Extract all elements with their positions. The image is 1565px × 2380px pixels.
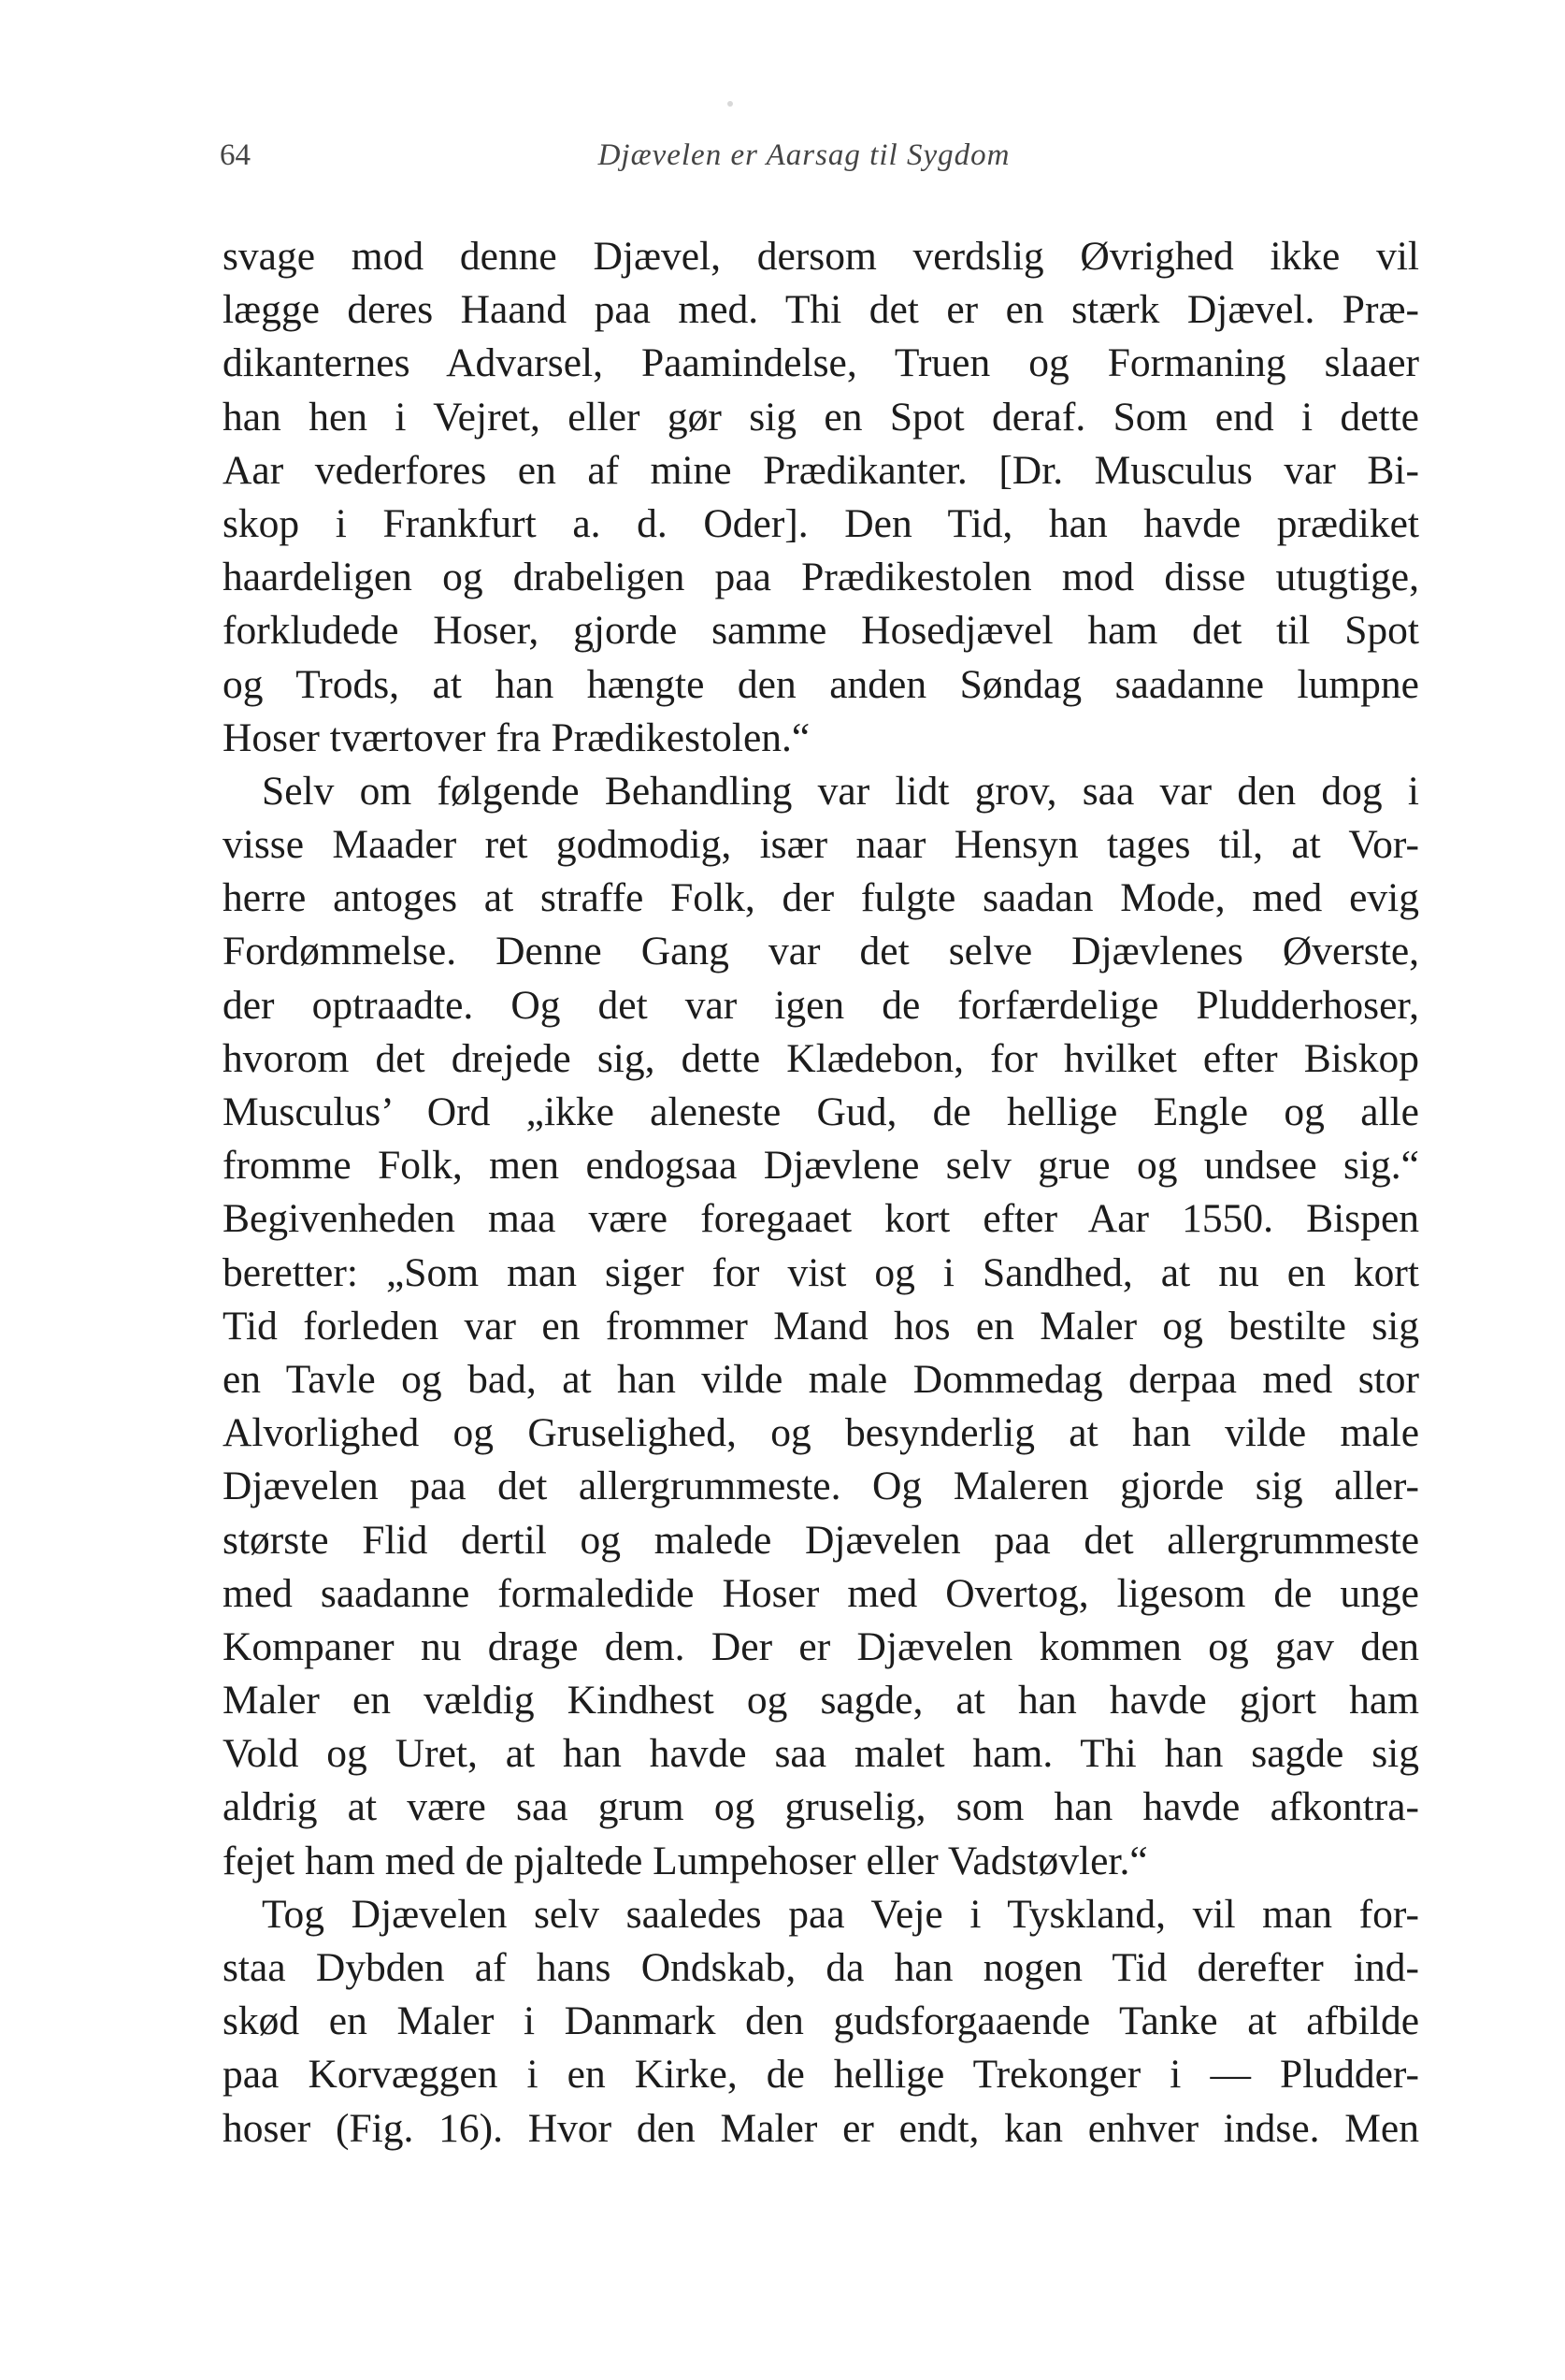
text-line: Tog Djævelen selv saaledes paa Veje i Tyskland, vil man for-: [262, 1891, 1419, 1937]
page-number: 64: [220, 138, 251, 172]
text-line: hoser (Fig. 16). Hvor den Maler er endt, kan enhver indse. Men: [223, 2105, 1419, 2151]
text-line: aldrig at være saa grum og gruselig, som han havde afkontra-: [223, 1784, 1419, 1830]
text-line: Begivenheden maa være foregaaet kort efter Aar 1550. Bispen: [223, 1196, 1419, 1242]
body-text: [223, 230, 1419, 2156]
text-line: dikanternes Advarsel, Paamindelse, Truen og Formaning slaaer: [223, 340, 1419, 386]
text-line: Fordømmelse. Denne Gang var det selve Djævlenes Øverste,: [223, 929, 1419, 974]
text-line: herre antoges at straffe Folk, der fulgte saadan Mode, med evig: [223, 875, 1419, 921]
text-line: Kompaner nu drage dem. Der er Djævelen kommen og gav den: [223, 1623, 1419, 1669]
text-line: Maler en vældig Kindhest og sagde, at han havde gjort ham: [223, 1678, 1419, 1724]
paragraph: [223, 230, 1419, 765]
text-line: Aar vederfores en af mine Prædikanter. [Dr. Musculus var Bi-: [223, 447, 1419, 493]
text-line: svage mod denne Djævel, dersom verdslig Øvrighed ikke vil: [223, 234, 1419, 279]
text-line: største Flid dertil og malede Djævelen paa det allergrummeste: [223, 1517, 1419, 1563]
text-line: beretter: „Som man siger for vist og i Sandhed, at nu en kort: [223, 1249, 1419, 1295]
text-line: der optraadte. Og det var igen de forfærdelige Pludderhoser,: [223, 982, 1419, 1028]
text-line: Vold og Uret, at han havde saa malet ham. Thi han sagde sig: [223, 1731, 1419, 1777]
text-line: forkludede Hoser, gjorde samme Hosedjævel ham det til Spot: [223, 608, 1419, 654]
text-line: Selv om følgende Behandling var lidt grov, saa var den dog i: [262, 768, 1419, 814]
text-line: Alvorlighed og Gruselighed, og besynderlig at han vilde male: [223, 1410, 1419, 1456]
text-line: visse Maader ret godmodig, især naar Hensyn tages til, at Vor-: [223, 822, 1419, 868]
text-line: paa Korvæggen i en Kirke, de hellige Trekonger i — Pludder-: [223, 2052, 1419, 2098]
text-line: haardeligen og drabeligen paa Prædikestolen mod disse utugtige,: [223, 555, 1419, 600]
text-line: Tid forleden var en frommer Mand hos en Maler og bestilte sig: [223, 1303, 1419, 1349]
text-line: skød en Maler i Danmark den gudsforgaaende Tanke at afbilde: [223, 1998, 1419, 2044]
text-line: en Tavle og bad, at han vilde male Dommedag derpaa med stor: [223, 1356, 1419, 1402]
text-line: staa Dybden af hans Ondskab, da han nogen Tid derefter ind-: [223, 1945, 1419, 1990]
paragraph: [223, 765, 1419, 1888]
running-title: Djævelen er Aarsag til Sygdom: [597, 138, 1011, 172]
text-line: lægge deres Haand paa med. Thi det er en stærk Djævel. Præ-: [223, 287, 1419, 333]
text-line: fejet ham med de pjaltede Lumpehoser eller Vadstøvler.“: [223, 1838, 1148, 1883]
text-line: skop i Frankfurt a. d. Oder]. Den Tid, han havde prædiket: [223, 500, 1419, 546]
text-line: med saadanne formaledide Hoser med Overtog, ligesom de unge: [223, 1570, 1419, 1616]
text-line: Musculus’ Ord „ikke aleneste Gud, de hellige Engle og alle: [223, 1089, 1419, 1134]
running-header: [210, 138, 1398, 185]
text-line: fromme Folk, men endogsaa Djævlene selv grue og undsee sig.“: [223, 1143, 1419, 1189]
paper-speck: [727, 101, 733, 107]
text-line: Hoser tværtover fra Prædikestolen.“: [223, 714, 811, 760]
paragraph: [223, 1888, 1419, 2156]
text-line: Djævelen paa det allergrummeste. Og Maleren gjorde sig aller-: [223, 1464, 1419, 1509]
text-line: og Trods, at han hængte den anden Søndag saadanne lumpne: [223, 661, 1419, 707]
text-line: hvorom det drejede sig, dette Klædebon, for hvilket efter Biskop: [223, 1035, 1419, 1081]
text-line: han hen i Vejret, eller gør sig en Spot deraf. Som end i dette: [223, 394, 1419, 440]
